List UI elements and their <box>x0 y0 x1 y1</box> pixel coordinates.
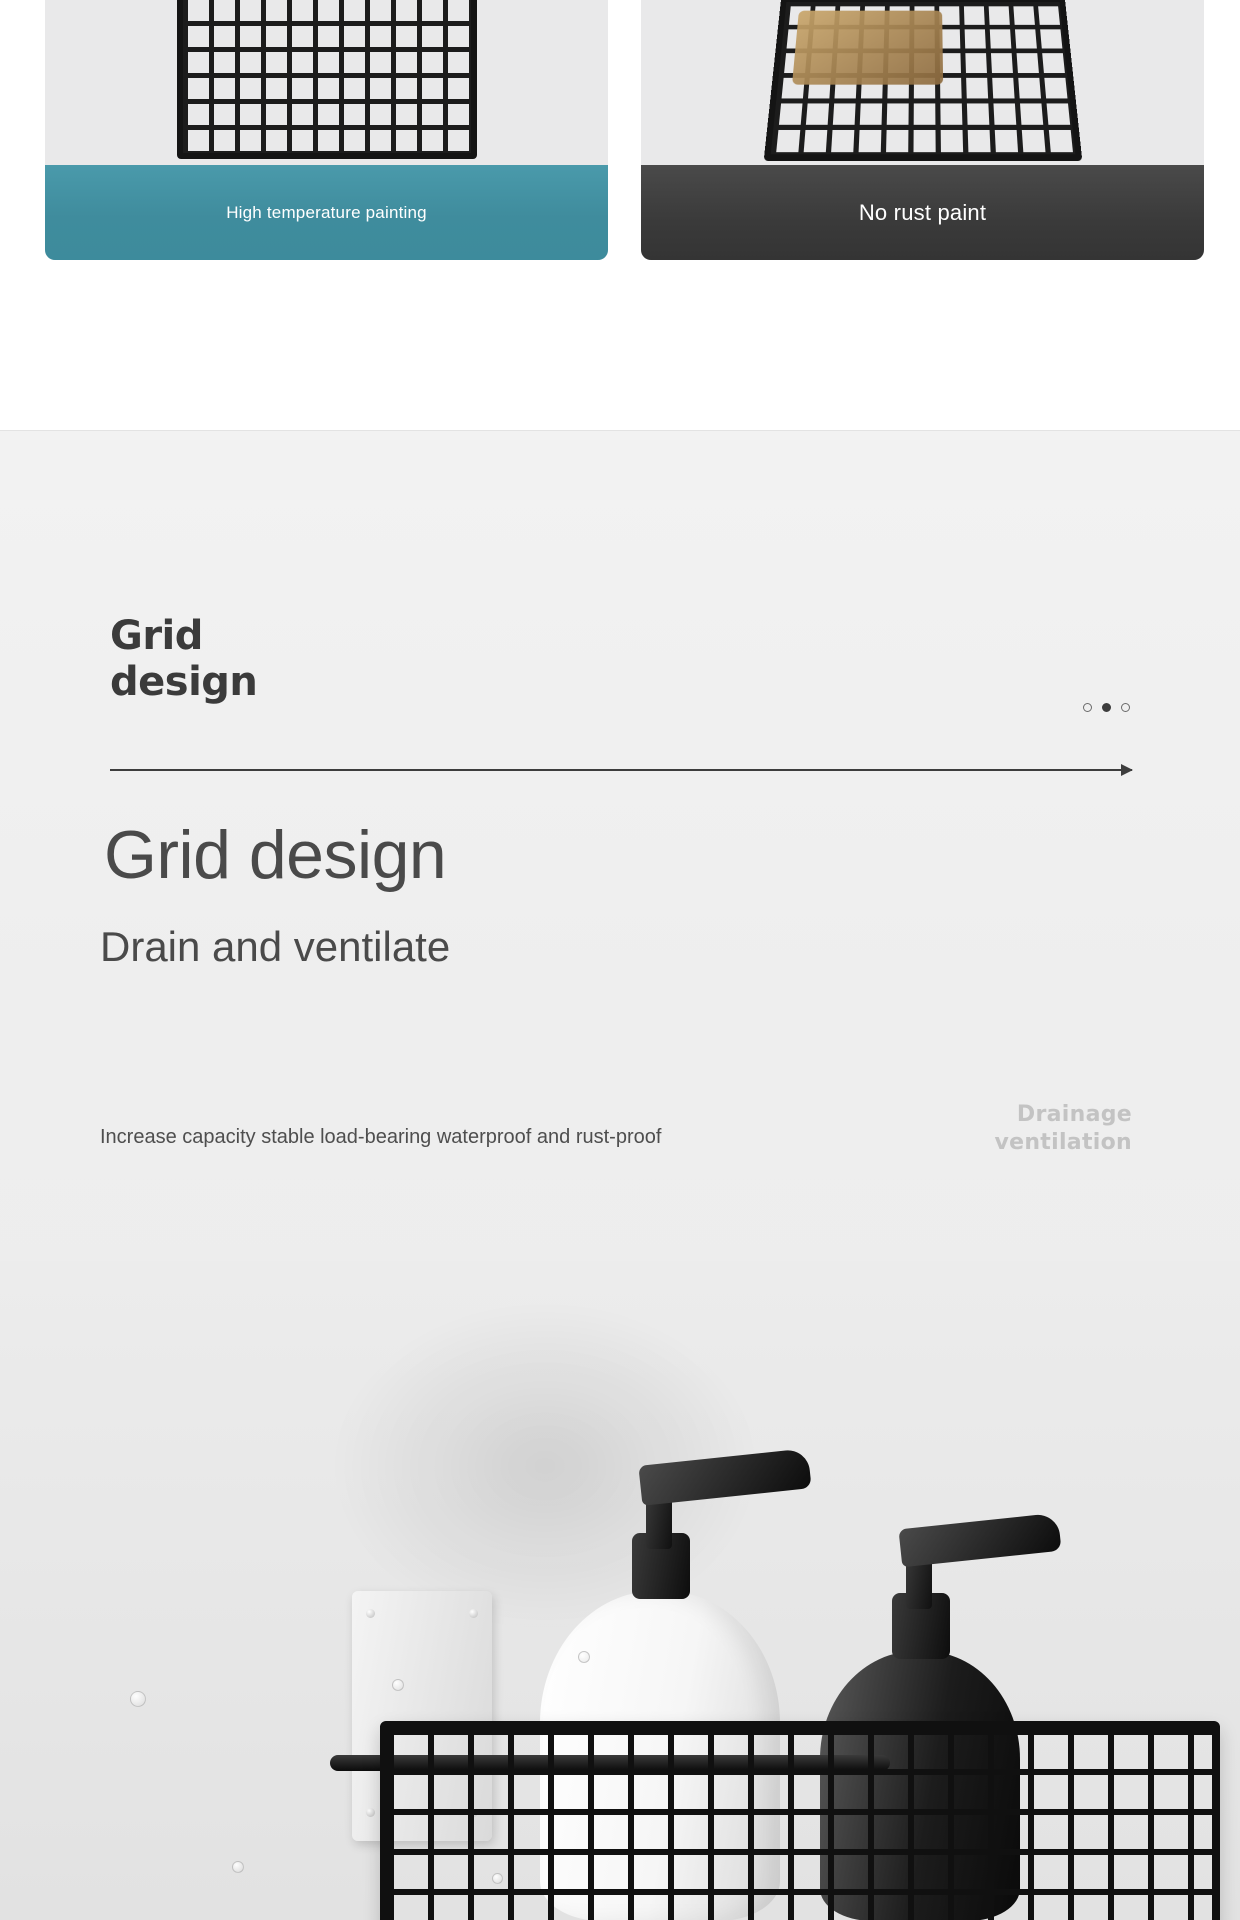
card-photo <box>45 0 608 165</box>
feature-card-no-rust-paint[interactable] <box>641 0 1204 260</box>
water-drop-icon <box>392 1679 404 1691</box>
water-drop-icon <box>578 1651 590 1663</box>
screw-icon <box>366 1808 375 1817</box>
section-script-title <box>110 613 257 705</box>
section-subheading: Drain and ventilate <box>100 923 451 970</box>
basket-contents <box>792 11 943 85</box>
script-title-line1: Grid <box>110 613 203 659</box>
wire-basket-image <box>177 0 477 159</box>
pump-head <box>898 1513 1061 1568</box>
wire-basket-image <box>763 0 1082 161</box>
card-photo <box>641 0 1204 165</box>
card-caption-label: No rust paint <box>641 165 1204 260</box>
watermark-line1: Drainage <box>1016 1102 1132 1127</box>
water-drop-icon <box>492 1873 503 1884</box>
section-description: Increase capacity stable load-bearing waterproof and rust-proof <box>100 1126 662 1148</box>
dot-filled-icon <box>1102 703 1111 712</box>
feature-cards <box>0 0 1240 260</box>
dot-indicator <box>1083 703 1130 712</box>
card-caption-label: High temperature painting <box>45 165 608 260</box>
script-title-line2: design <box>110 659 258 705</box>
wire-grid-rack <box>380 1721 1220 1920</box>
section-heading: Grid design <box>104 817 447 893</box>
water-drop-icon <box>130 1691 146 1707</box>
watermark-text <box>994 1101 1132 1157</box>
product-photo <box>0 1261 1240 1920</box>
screw-icon <box>469 1609 478 1618</box>
screw-icon <box>366 1609 375 1618</box>
feature-card-high-temperature-painting[interactable] <box>45 0 608 260</box>
watermark-line2: ventilation <box>994 1130 1132 1155</box>
grid-design-section <box>0 430 1240 1920</box>
dot-icon <box>1121 703 1130 712</box>
water-drop-icon <box>232 1861 244 1873</box>
dot-icon <box>1083 703 1092 712</box>
arrow-divider <box>110 769 1132 771</box>
